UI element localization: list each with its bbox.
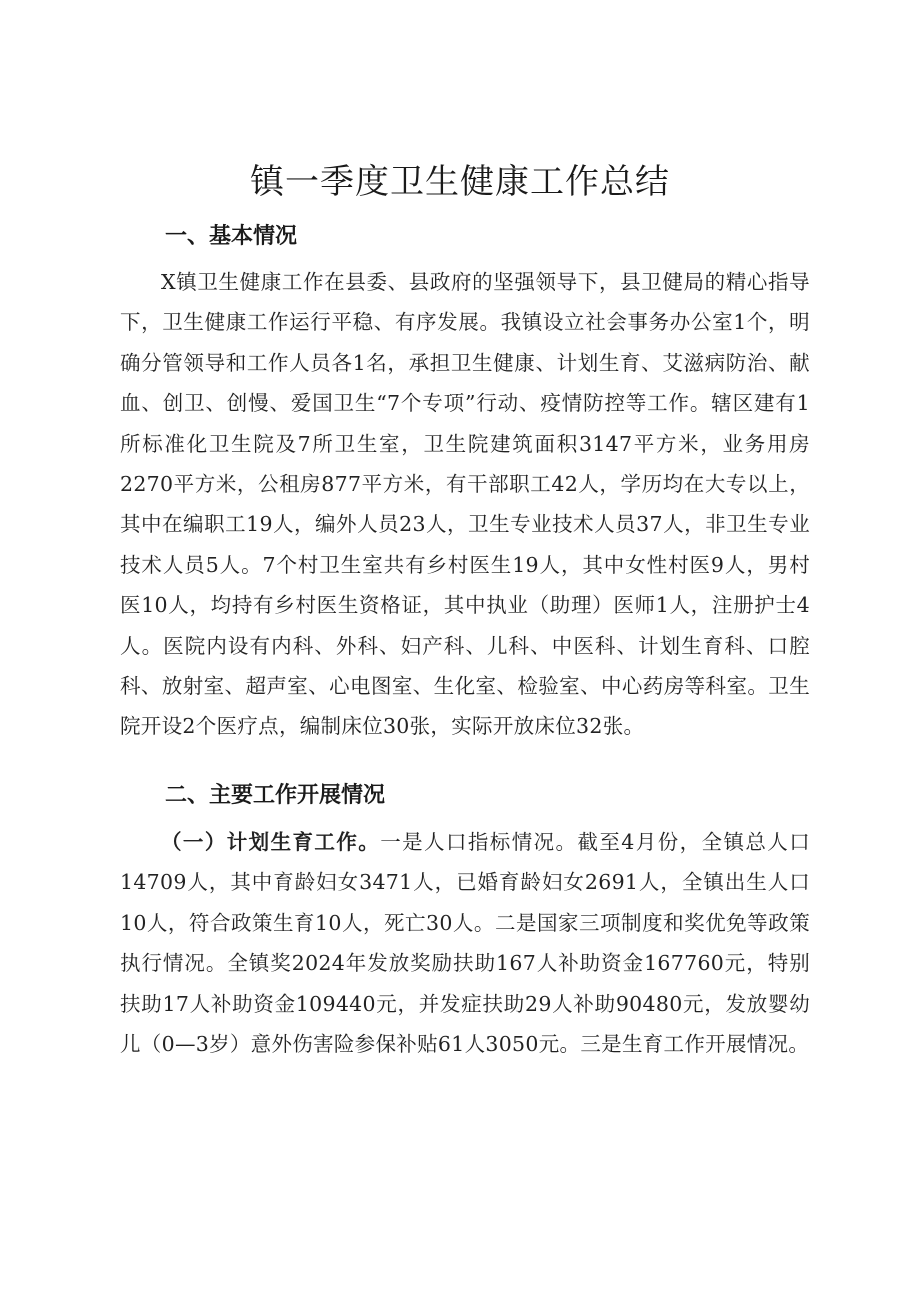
section-heading-basic-situation: 一、基本情况 [165,224,298,249]
section-paragraph-basic-situation: X镇卫生健康工作在县委、县政府的坚强领导下，县卫健局的精心指导下，卫生健康工作运行平稳、有序发展。我镇设立社会事务办公室1个，明确分管领导和工作人员各1名，承担卫生健康、计划生育、艾滋病防治、献血、创卫、创慢、爱国卫生“7个专项”行动、疫情防控等工作。辖区建有1所标准化卫生院及7所卫生室，卫生院建筑面积3147平方米，业务用房2270平方米，公租房877平方米，有干部职工42人，学历均在大专以上，其中在编职工19人，编外人员23人，卫生专业技术人员37人，非卫生专业技术人员5人。7个村卫生室共有乡村医生19人，其中女性村医9人，男村医10人，均持有乡村医生资格证，其中执业（助理）医师1人，注册护士4人。医院内设有内科、外科、妇产科、儿科、中医科、计划生育科、口腔科、放射室、超声室、心电图室、生化室、检验室、中心药房等科室。卫生院开设2个医疗点，编制床位30张，实际开放床位32张。 [120,270,810,739]
section-heading-main-work: 二、主要工作开展情况 [165,783,386,808]
section-paragraph-main-work [120,822,810,1064]
subsection-label: （一）计划生育工作。 [161,830,381,854]
subsection-body: 一是人口指标情况。截至4月份，全镇总人口14709人，其中育龄妇女3471人，已婚育龄妇女2691人，全镇出生人口10人，符合政策生育10人，死亡30人。二是国家三项制度和奖优免等政策执行情况。全镇奖2024年发放奖励扶助167人补助资金167760元，特别扶助17人补助资金109440元，并发症扶助29人补助90480元，发放婴幼儿（0—3岁）意外伤害险参保补贴61人3050元。三是生育工作开展情况。 [120,830,811,1057]
document-title: 镇一季度卫生健康工作总结 [250,162,670,202]
